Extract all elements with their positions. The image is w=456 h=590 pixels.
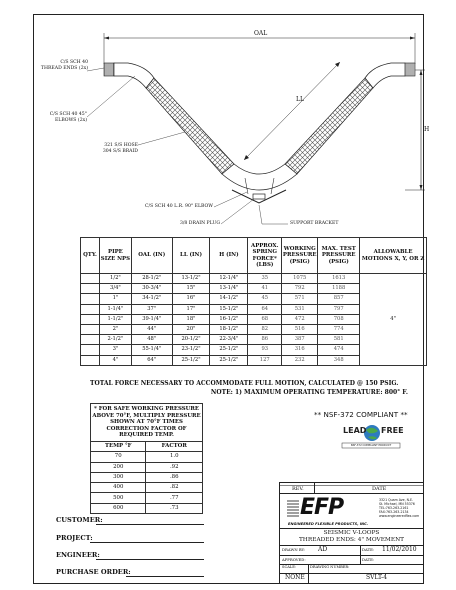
spec-cell: 3/4" bbox=[99, 284, 131, 294]
spec-cell: 571 bbox=[282, 294, 318, 304]
callout-support-bracket: SUPPORT BRACKET bbox=[290, 221, 339, 226]
spec-cell: 30-3/4" bbox=[131, 284, 172, 294]
spec-cell: 20-1/2" bbox=[172, 335, 210, 345]
spec-cell: 1188 bbox=[318, 284, 360, 294]
project-label: PROJECT: bbox=[56, 534, 93, 542]
spec-cell: 64" bbox=[131, 355, 172, 365]
purchase-order-field bbox=[56, 568, 131, 576]
spec-cell: 474 bbox=[318, 345, 360, 355]
date-value: 11/02/2010 bbox=[382, 546, 417, 553]
temp-row bbox=[91, 452, 203, 462]
spec-cell: 44" bbox=[131, 324, 172, 334]
rev-label: REV. bbox=[292, 486, 304, 492]
address-line: FAX:763-263-2134 bbox=[379, 510, 409, 514]
spec-cell: 93 bbox=[248, 345, 282, 355]
spec-header-5: APPROX. SPRING FORCE* (LBS) bbox=[248, 238, 282, 274]
spec-cell[interactable] bbox=[81, 284, 100, 294]
factor-value: 1.0 bbox=[146, 452, 203, 462]
spec-header-3: LL (IN) bbox=[172, 238, 210, 274]
drawing-number-value: SVLT-4 bbox=[366, 574, 388, 581]
spec-cell: 55-1/4" bbox=[131, 345, 172, 355]
factor-value: .73 bbox=[146, 503, 203, 513]
ll-label: LL bbox=[296, 96, 304, 103]
spec-cell: 15-1/2" bbox=[210, 304, 248, 314]
spec-cell: 857 bbox=[318, 294, 360, 304]
callout-lr-elbow: C/S SCH 40 L.R. 90° ELBOW bbox=[145, 204, 213, 209]
spec-cell: 12-1/4" bbox=[210, 274, 248, 284]
temp-value: 500 bbox=[91, 493, 146, 503]
spec-cell: 15" bbox=[172, 284, 210, 294]
temp-value: 70 bbox=[91, 452, 146, 462]
spec-cell[interactable] bbox=[81, 274, 100, 284]
h-label: H bbox=[424, 126, 430, 133]
address-line: TEL:763-263-2161 bbox=[379, 506, 409, 510]
spec-cell: 20" bbox=[172, 324, 210, 334]
spec-cell: 792 bbox=[282, 284, 318, 294]
temp-correction-table bbox=[90, 403, 203, 514]
spec-cell: 1/2" bbox=[99, 274, 131, 284]
callout-thread-ends: C/S SCH 40 THREAD ENDS (2x) bbox=[40, 60, 88, 71]
spec-cell: 581 bbox=[318, 335, 360, 345]
spec-row bbox=[81, 274, 427, 284]
spec-cell: 531 bbox=[282, 304, 318, 314]
factor-column-header: FACTOR bbox=[146, 442, 203, 452]
spec-table bbox=[80, 237, 427, 366]
spec-cell: 387 bbox=[282, 335, 318, 345]
spec-cell: 348 bbox=[318, 355, 360, 365]
temp-table-heading: * FOR SAFE WORKING PRESSURE ABOVE 70°F, MULTIPLY PRESSURE SHOWN AT 70°F TIMES CORRECTION FACTOR OF REQUIRED TEMP. bbox=[91, 404, 203, 442]
spec-cell: 516 bbox=[282, 324, 318, 334]
free-text: FREE bbox=[381, 426, 404, 435]
spec-cell: 797 bbox=[318, 304, 360, 314]
factor-value: .77 bbox=[146, 493, 203, 503]
temp-value: 600 bbox=[91, 503, 146, 513]
temp-row bbox=[91, 462, 203, 472]
spec-cell: 13-1/2" bbox=[172, 274, 210, 284]
company-address bbox=[379, 498, 419, 518]
spec-cell: 1-1/2" bbox=[99, 314, 131, 324]
spec-cell: 16-1/2" bbox=[210, 314, 248, 324]
spec-cell: 25-1/2" bbox=[172, 355, 210, 365]
spec-cell: 232 bbox=[282, 355, 318, 365]
lead-free-subtext: NSF-372 COMPLIANT PRODUCT bbox=[350, 444, 392, 447]
spec-cell: 23-1/2" bbox=[172, 345, 210, 355]
spec-cell: 774 bbox=[318, 324, 360, 334]
purchase-order-line[interactable] bbox=[126, 576, 204, 577]
spec-cell: 13-1/4" bbox=[210, 284, 248, 294]
spec-cell: 45 bbox=[248, 294, 282, 304]
project-line[interactable] bbox=[90, 542, 204, 543]
lead-free-badge bbox=[341, 422, 404, 450]
spec-cell: 68 bbox=[248, 314, 282, 324]
spec-cell: 472 bbox=[282, 314, 318, 324]
spec-cell: 14-1/2" bbox=[210, 294, 248, 304]
spec-cell: 39-1/4" bbox=[131, 314, 172, 324]
temp-column-header: TEMP °F bbox=[91, 442, 146, 452]
temp-value: 400 bbox=[91, 483, 146, 493]
drawing-number-label: DRAWING NUMBER: bbox=[310, 565, 350, 569]
spec-cell[interactable] bbox=[81, 355, 100, 365]
spec-cell: 37" bbox=[131, 304, 172, 314]
spec-cell[interactable] bbox=[81, 324, 100, 334]
temp-row bbox=[91, 472, 203, 482]
callout-hose: 321 S/S HOSE 304 S/S BRAID bbox=[102, 143, 138, 154]
spec-cell[interactable] bbox=[81, 345, 100, 355]
temperature-note: NOTE: 1) MAXIMUM OPERATING TEMPERATURE: 800° F. bbox=[210, 389, 408, 396]
spec-cell[interactable] bbox=[81, 304, 100, 314]
drawn-by-value: AD bbox=[318, 546, 328, 553]
spec-header-7: MAX. TEST PRESSURE (PSIG) bbox=[318, 238, 360, 274]
spec-cell[interactable] bbox=[81, 314, 100, 324]
approved-date-label: DATE: bbox=[362, 557, 375, 562]
notes bbox=[80, 379, 426, 397]
spec-cell[interactable] bbox=[81, 294, 100, 304]
allowable-motion-cell: 4" bbox=[360, 274, 427, 366]
approved-label: APPROVED: bbox=[282, 557, 306, 562]
customer-label: CUSTOMER: bbox=[56, 516, 103, 524]
factor-value: .86 bbox=[146, 472, 203, 482]
temp-row bbox=[91, 483, 203, 493]
temp-row bbox=[91, 493, 203, 503]
drawing-title-1: SEISMIC V-LOOPS bbox=[323, 530, 380, 536]
factor-value: .82 bbox=[146, 483, 203, 493]
spec-cell: 64 bbox=[248, 304, 282, 314]
spec-cell: 1" bbox=[99, 294, 131, 304]
spec-cell: 82 bbox=[248, 324, 282, 334]
spec-cell: 25-1/2" bbox=[210, 355, 248, 365]
spec-header-4: H (IN) bbox=[210, 238, 248, 274]
engineer-field bbox=[56, 551, 100, 559]
spec-cell: 316 bbox=[282, 345, 318, 355]
title-block bbox=[279, 482, 424, 584]
oal-label: OAL bbox=[254, 30, 268, 37]
date-label: DATE: bbox=[362, 547, 375, 552]
total-force-note: TOTAL FORCE NECESSARY TO ACCOMMODATE FULL MOTION, CALCULATED @ 150 PSIG. bbox=[90, 380, 399, 387]
spec-cell: 18-1/2" bbox=[210, 324, 248, 334]
spec-header-1: PIPE SIZE NPS bbox=[99, 238, 131, 274]
spec-cell[interactable] bbox=[81, 335, 100, 345]
company-name: ENGINEERED FLEXIBLE PRODUCTS, INC. bbox=[288, 522, 369, 526]
spec-cell: 22-3/4" bbox=[210, 335, 248, 345]
rev-date-label: DATE bbox=[372, 486, 387, 492]
efp-logo-text: EFP bbox=[300, 495, 344, 520]
spec-cell: 16" bbox=[172, 294, 210, 304]
spec-header-8: ALLOWABLE MOTIONS X, Y, OR Z bbox=[360, 238, 427, 274]
callout-drain-plug: 3/8 DRAIN PLUG bbox=[179, 221, 220, 226]
spec-header-2: OAL (IN) bbox=[131, 238, 172, 274]
nsf-compliance-text: ** NSF-372 COMPLIANT ** bbox=[314, 410, 408, 419]
efp-logo bbox=[287, 496, 377, 520]
spec-cell: 2-1/2" bbox=[99, 335, 131, 345]
spec-cell: 48" bbox=[131, 335, 172, 345]
scale-value: NONE bbox=[285, 574, 305, 581]
spec-cell: 35 bbox=[248, 274, 282, 284]
spec-cell: 86 bbox=[248, 335, 282, 345]
spec-cell: 3" bbox=[99, 345, 131, 355]
temp-value: 300 bbox=[91, 472, 146, 482]
address-line: St. Michael, MN 55376 bbox=[379, 502, 415, 506]
customer-field bbox=[56, 516, 103, 524]
engineer-label: ENGINEER: bbox=[56, 551, 100, 559]
temp-row bbox=[91, 503, 203, 513]
spec-cell: 41 bbox=[248, 284, 282, 294]
engineer-line[interactable] bbox=[96, 559, 204, 560]
spec-cell: 1613 bbox=[318, 274, 360, 284]
customer-line[interactable] bbox=[96, 524, 204, 525]
temp-value: 200 bbox=[91, 462, 146, 472]
spec-cell: 4" bbox=[99, 355, 131, 365]
spec-cell: 18" bbox=[172, 314, 210, 324]
spec-cell: 127 bbox=[248, 355, 282, 365]
purchase-order-label: PURCHASE ORDER: bbox=[56, 568, 131, 576]
spec-cell: 25-1/2" bbox=[210, 345, 248, 355]
scale-label: SCALE: bbox=[282, 565, 297, 569]
spec-cell: 28-1/2" bbox=[131, 274, 172, 284]
spec-cell: 2" bbox=[99, 324, 131, 334]
spec-cell: 708 bbox=[318, 314, 360, 324]
spec-cell: 1-1/4" bbox=[99, 304, 131, 314]
spec-header-6: WORKING PRESSURE (PSIG) bbox=[282, 238, 318, 274]
address-line: 3321 Quam Ave, N.E. bbox=[379, 498, 414, 502]
factor-value: .92 bbox=[146, 462, 203, 472]
spec-cell: 1075 bbox=[282, 274, 318, 284]
spec-cell: 17" bbox=[172, 304, 210, 314]
project-field bbox=[56, 534, 93, 542]
lead-text: LEAD bbox=[343, 426, 367, 435]
drawing-title-2: THREADED ENDS: 4" MOVEMENT bbox=[298, 537, 405, 543]
spec-header-0: QTY. bbox=[81, 238, 100, 274]
callout-elbows: C/S SCH 40 45° ELBOWS (2x) bbox=[49, 112, 87, 123]
address-line: www.engineeredflex.com bbox=[379, 514, 420, 518]
drawn-by-label: DRAWN BY: bbox=[282, 547, 305, 552]
spec-cell: 34-1/2" bbox=[131, 294, 172, 304]
